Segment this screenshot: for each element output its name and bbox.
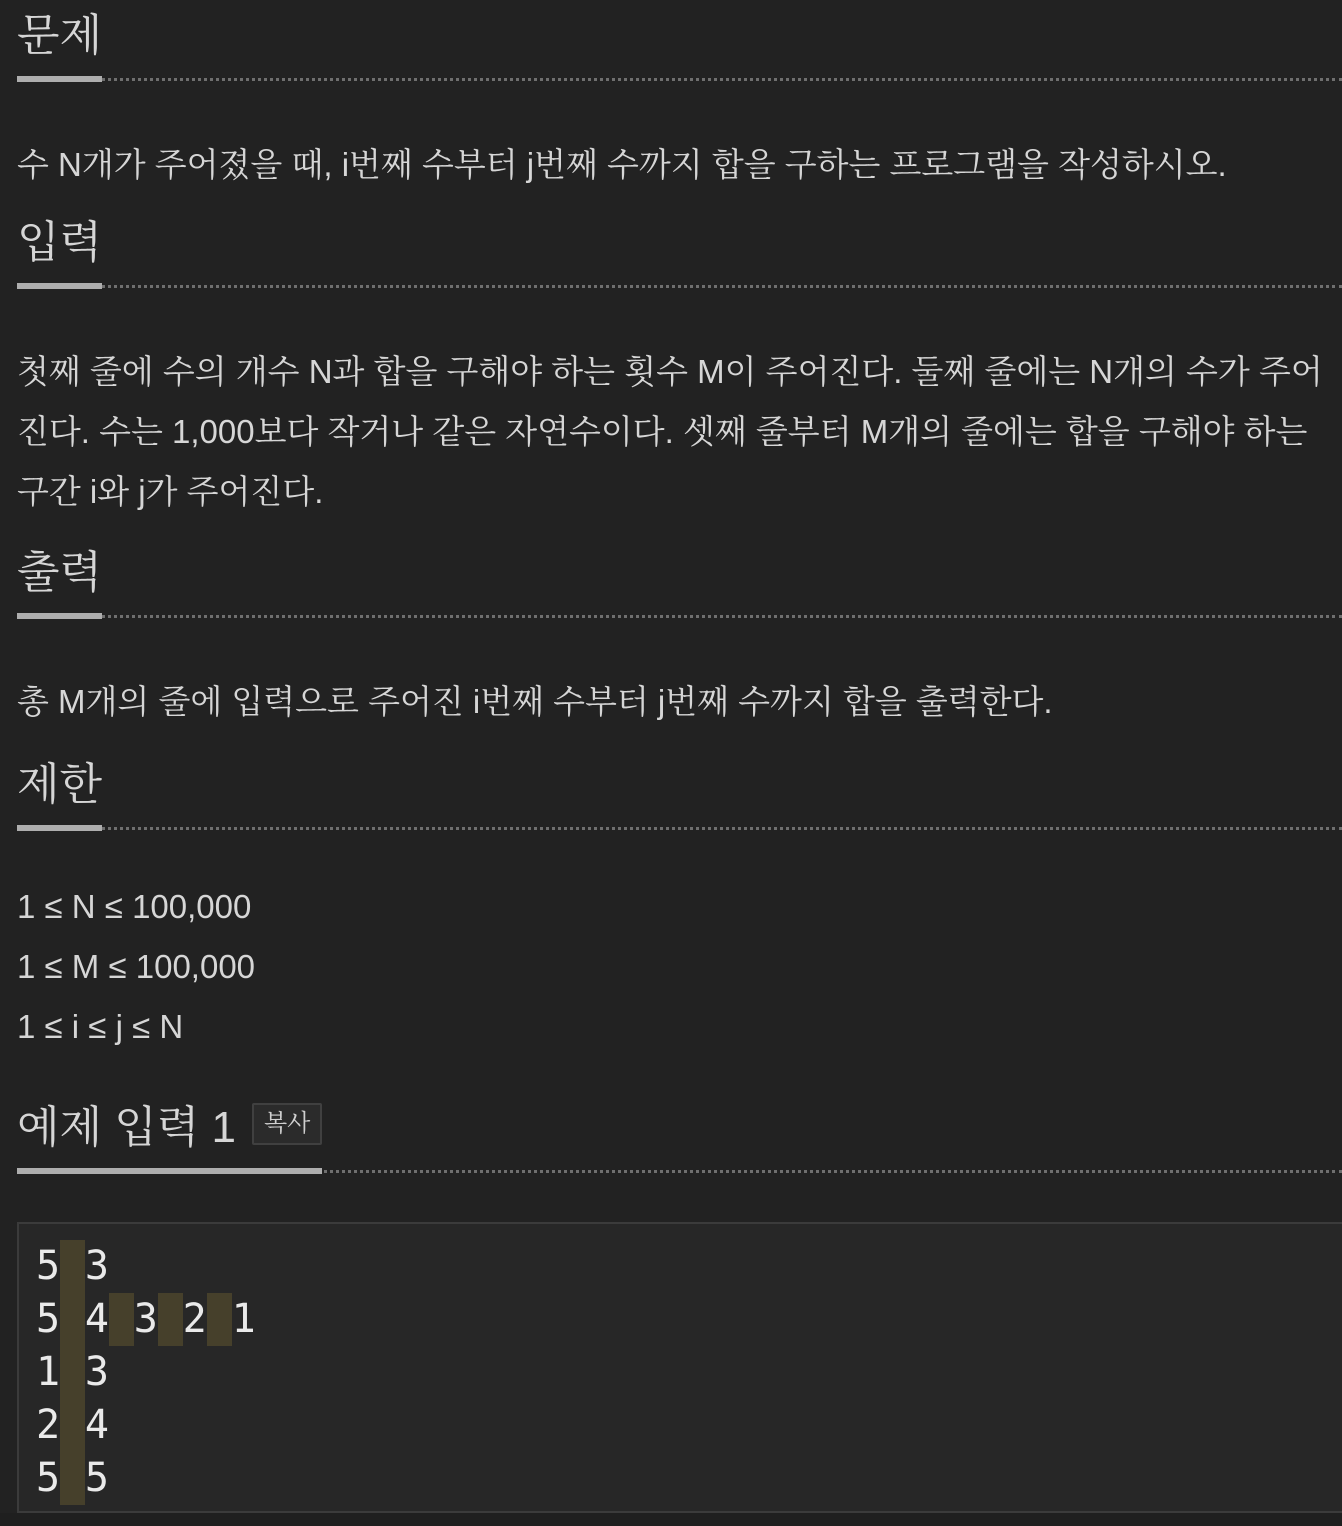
section-header-output <box>17 547 1342 618</box>
section-header-problem <box>17 10 1342 81</box>
whitespace-highlight <box>60 1452 85 1505</box>
whitespace-highlight <box>109 1293 134 1346</box>
whitespace-highlight <box>60 1399 85 1452</box>
sample-input-1-title <box>17 1102 322 1170</box>
whitespace-highlight <box>60 1240 85 1293</box>
code-line: 5 5 <box>36 1452 1342 1505</box>
code-line: 1 3 <box>36 1346 1342 1399</box>
section-header-input <box>17 217 1342 288</box>
input-description: 첫째 줄에 수의 개수 N과 합을 구해야 하는 횟수 M이 주어진다. 둘째 줄에는 N개의 수가 주어진다. 수는 1,000보다 작거나 같은 자연수이다. 셋째 줄부터 M개의 줄에는 합을 구해야 하는 구간 i와 j가 주어진다. <box>17 353 1323 510</box>
input-title: 입력 <box>17 217 102 285</box>
limit-line: 1 ≤ N ≤ 100,000 <box>17 888 252 925</box>
sample-input-1-title-text: 예제 입력 1 <box>17 1103 236 1152</box>
code-line: 2 4 <box>36 1399 1342 1452</box>
whitespace-highlight <box>60 1346 85 1399</box>
whitespace-highlight <box>158 1293 183 1346</box>
limits-title: 제한 <box>17 759 102 827</box>
page-bottom-strip <box>0 1513 1342 1526</box>
sample-input-code <box>17 1222 1342 1513</box>
code-line: 5 4 3 2 1 <box>36 1293 1342 1346</box>
whitespace-highlight <box>207 1293 232 1346</box>
limit-line: 1 ≤ i ≤ j ≤ N <box>17 1008 184 1045</box>
output-description: 총 M개의 줄에 입력으로 주어진 i번째 수부터 j번째 수까지 합을 출력한다. <box>17 683 1053 720</box>
limit-line: 1 ≤ M ≤ 100,000 <box>17 948 256 985</box>
limits-list <box>17 877 1342 1057</box>
code-line: 5 3 <box>36 1240 1342 1293</box>
problem-description: 수 N개가 주어졌을 때, i번째 수부터 j번째 수까지 합을 구하는 프로그램을 작성하시오. <box>17 146 1227 183</box>
whitespace-highlight <box>60 1293 85 1346</box>
section-header-sample-input-1 <box>17 1102 1342 1173</box>
problem-title: 문제 <box>17 10 102 78</box>
output-title: 출력 <box>17 547 102 615</box>
section-header-limits <box>17 759 1342 830</box>
copy-button[interactable]: 복사 <box>252 1103 322 1145</box>
